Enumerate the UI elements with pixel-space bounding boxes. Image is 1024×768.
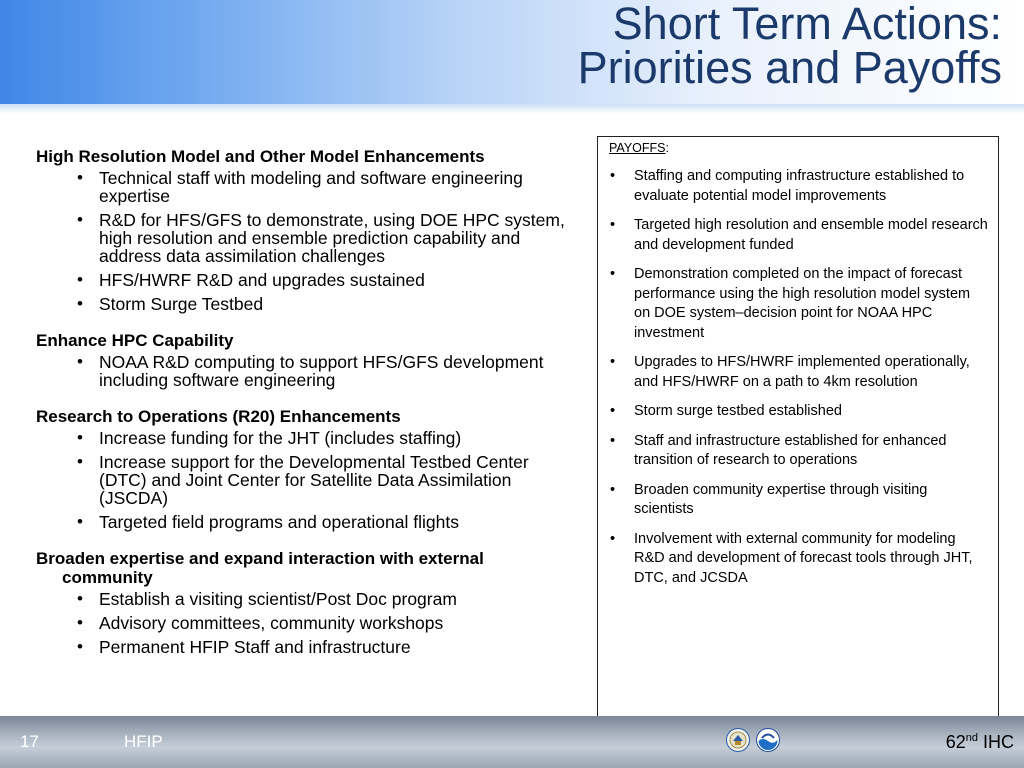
list-item: • HFS/HWRF R&D and upgrades sustained <box>77 270 425 290</box>
list-item: • Staffing and computing infrastructure established to evaluate potential model improvements <box>610 168 965 204</box>
list-item: • Staff and infrastructure established for enhanced transition of research to operations <box>610 432 947 468</box>
section-hpc-capability <box>36 331 576 389</box>
noaa-logo-icon <box>756 728 780 752</box>
list-item: • NOAA R&D computing to support HFS/GFS development including software engineering <box>77 352 544 390</box>
title-line-2: Priorities and Payoffs <box>577 42 1002 93</box>
header-divider <box>0 104 1024 114</box>
list-item: • Increase funding for the JHT (includes staffing) <box>77 428 462 448</box>
section-heading: High Resolution Model and Other Model Enhancements <box>36 147 485 166</box>
list-item: • Permanent HFIP Staff and infrastructure <box>77 637 411 657</box>
list-item: • Involvement with external community for modeling R&D and development of forecast tools through JHT, DTC, and JCSDA <box>610 530 973 586</box>
section-r2o-enhancements <box>36 407 576 531</box>
list-item: • Targeted field programs and operational flights <box>77 512 459 532</box>
slide-number: 17 <box>20 732 39 751</box>
title-line-1: Short Term Actions: <box>612 0 1002 49</box>
list-item: • Increase support for the Developmental Testbed Center (DTC) and Joint Center for Satellite Data Assimilation (JSCDA) <box>77 452 529 508</box>
list-item: • Storm surge testbed established <box>610 403 842 419</box>
section-heading: Enhance HPC Capability <box>36 331 234 350</box>
list-item: • Technical staff with modeling and software engineering expertise <box>77 168 523 206</box>
event-label: 62nd IHC <box>945 732 1014 752</box>
list-item: • Storm Surge Testbed <box>77 294 264 314</box>
section-model-enhancements <box>36 147 576 313</box>
payoffs-heading: PAYOFFS: <box>609 141 669 155</box>
doc-seal-icon <box>726 728 750 752</box>
footer-program-name: HFIP <box>124 732 163 751</box>
list-item: • R&D for HFS/GFS to demonstrate, using DOE HPC system, high resolution and ensemble prediction capability and address data assimilation challenges <box>77 210 565 266</box>
list-item: • Advisory committees, community workshops <box>77 613 444 633</box>
list-item: • Broaden community expertise through visiting scientists <box>610 481 928 517</box>
section-broaden-expertise <box>36 549 576 656</box>
list-item: • Establish a visiting scientist/Post Doc program <box>77 589 457 609</box>
footer-bar <box>0 716 1024 768</box>
section-heading: Broaden expertise and expand interaction with external community <box>36 549 484 587</box>
priorities-column <box>36 147 576 674</box>
slide-title <box>577 0 1002 93</box>
payoffs-box <box>597 136 999 717</box>
list-item: • Targeted high resolution and ensemble model research and development funded <box>610 217 988 253</box>
list-item: • Demonstration completed on the impact of forecast performance using the high resolution model system on DOE system–decision point for NOAA HPC investment <box>610 266 971 341</box>
list-item: • Upgrades to HFS/HWRF implemented operationally, and HFS/HWRF on a path to 4km resolution <box>610 354 970 390</box>
section-heading: Research to Operations (R20) Enhancements <box>36 407 401 426</box>
